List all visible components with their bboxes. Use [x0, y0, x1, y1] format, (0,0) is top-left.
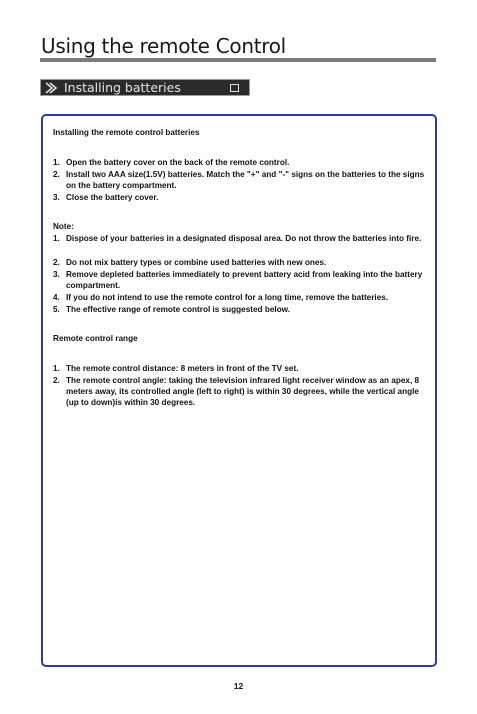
note-item-text: If you do not intend to use the remote control for a long time, remove the batteries.: [66, 293, 389, 302]
note-item-number: 2.: [53, 258, 60, 267]
note-item-number: 4.: [53, 293, 60, 302]
title-rule: [40, 58, 436, 62]
section-title: Installing batteries: [64, 80, 181, 95]
range-heading: Remote control range: [53, 334, 138, 343]
range-item-number: 1.: [53, 364, 60, 373]
page-title: Using the remote Control: [41, 34, 286, 58]
install-step-text: Install two AAA size(1.5V) batteries. Match the "+" and "-" signs on the batteries to the signs on the battery compartment.: [66, 170, 425, 190]
note-item-number: 1.: [53, 234, 60, 243]
range-item-number: 2.: [53, 376, 60, 385]
install-step: [53, 192, 425, 203]
install-step-text: Open the battery cover on the back of the remote control.: [66, 158, 290, 167]
note-item-text: Do not mix battery types or combine used batteries with new ones.: [66, 258, 327, 267]
install-step-text: Close the battery cover.: [66, 193, 159, 202]
note-item: [53, 269, 425, 291]
square-icon: [230, 84, 239, 92]
range-item-text: The remote control angle: taking the television infrared light receiver window as an apex, 8 meters away, its controlled angle (left to right) is within 30 degrees, while the vertical angle (up to down)is within 30 degrees.: [66, 376, 420, 407]
install-step-number: 3.: [53, 193, 60, 202]
install-step-number: 2.: [53, 170, 60, 179]
install-heading: Installing the remote control batteries: [53, 128, 200, 137]
note-item: [53, 257, 425, 268]
range-item: [53, 363, 425, 374]
note-item-text: The effective range of remote control is suggested below.: [66, 305, 290, 314]
install-step: [53, 157, 425, 168]
note-item-text: Remove depleted batteries immediately to prevent battery acid from leaking into the battery compartment.: [66, 270, 423, 290]
chevron-right-icon: [43, 81, 57, 95]
note-item: [53, 233, 425, 244]
note-item-number: 3.: [53, 270, 60, 279]
page-number: 12: [233, 681, 244, 691]
note-item-number: 5.: [53, 305, 60, 314]
note-item: [53, 304, 425, 315]
note-item: [53, 292, 425, 303]
range-item: [53, 375, 425, 408]
section-header-bar: [40, 79, 250, 96]
range-item-text: The remote control distance: 8 meters in front of the TV set.: [66, 364, 299, 373]
install-step-number: 1.: [53, 158, 60, 167]
install-step: [53, 169, 425, 191]
note-heading: Note:: [53, 222, 74, 231]
note-item-text: Dispose of your batteries in a designated disposal area. Do not throw the batteries into fire.: [66, 234, 422, 243]
